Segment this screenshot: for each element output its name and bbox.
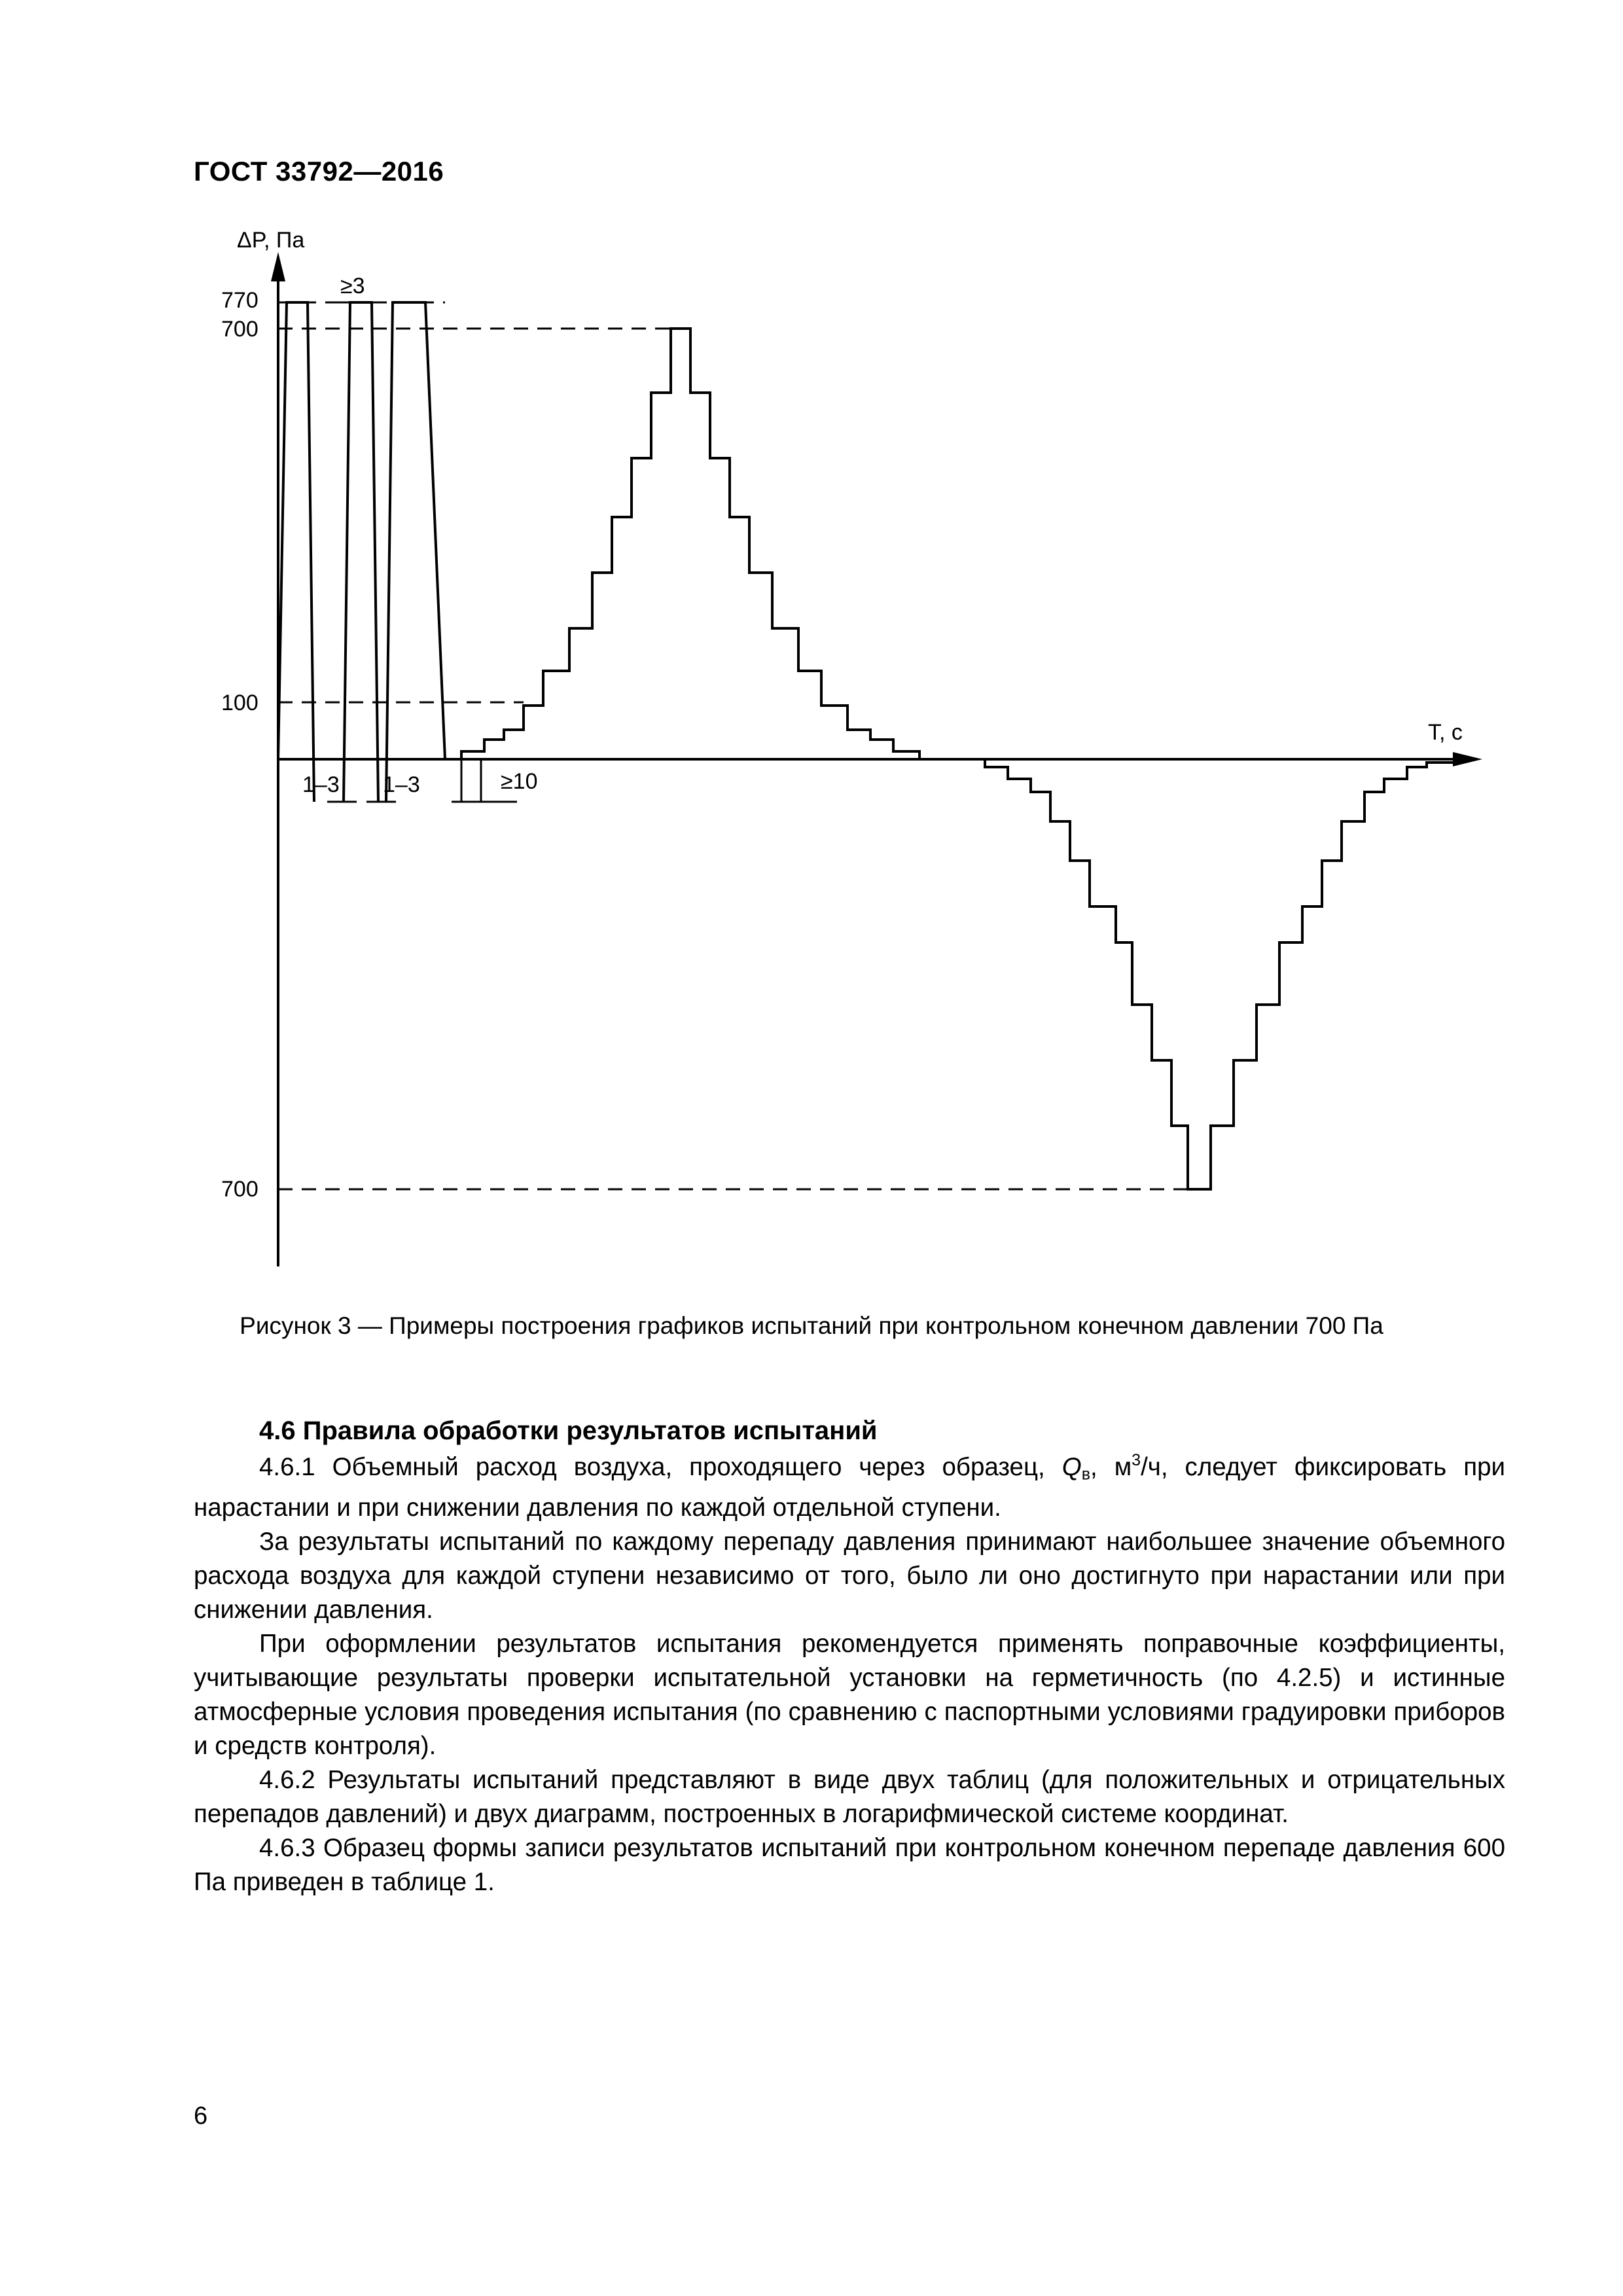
paragraph-4-6-3: 4.6.3 Образец формы записи результатов испытаний при контрольном конечном перепаде давления 600 Па приведен в таблице 1. [194,1834,1505,1897]
section-body [194,1414,1505,1899]
ytick-minus700: 700 [221,1177,259,1202]
annotation-1-3-a: 1–3 [302,772,340,797]
annotation-ge3: ≥3 [340,274,365,298]
annotation-ge10: ≥10 [501,769,538,794]
annotation-1-3-b: 1–3 [383,772,420,797]
ytick-700: 700 [221,317,259,342]
negative-step-curve [985,759,1456,1189]
document-header: ГОСТ 33792—2016 [194,156,444,187]
ytick-770: 770 [221,288,259,313]
y-axis-label: ΔP, Па [237,228,305,253]
paragraph-results: За результаты испытаний по каждому перепаду давления принимают наибольшее значение объемного расхода воздуха для каждой ступени независимо от того, было ли оно достигнуто при нарастании или при снижении давления. [194,1528,1505,1624]
ytick-100: 100 [221,691,259,715]
pre-pulses [278,302,445,802]
page-number: 6 [194,2102,208,2130]
x-axis-label: T, с [1428,720,1463,745]
paragraph-4-6-2: 4.6.2 Результаты испытаний представляют в виде двух таблиц (для положительных и отрицательных перепадов давлений) и двух диаграмм, построенных в логарифмической системе координат. [194,1766,1505,1829]
paragraph-4-6-1: 4.6.1 Объемный расход воздуха, проходящего через образец, $Q_в$, $м^3/ч$, следует фиксировать при нарастании и при снижении давления по каждой отдельной ступени. [194,1451,1505,1522]
figure-caption: Рисунок 3 — Примеры построения графиков испытаний при контрольном конечном давлении 700 Па [240,1312,1383,1339]
paragraph-corrections: При оформлении результатов испытания рекомендуется применять поправочные коэффициенты, учитывающие результаты проверки испытательной установки на герметичность (по 4.2.5) и истинные атмосферные условия проведения испытания (по сравнению с паспортными условиями градуировки приборов и средств контроля). [194,1630,1505,1761]
section-title: 4.6 Правила обработки результатов испытаний [259,1416,878,1445]
positive-step-curve [461,329,919,759]
y-axis-arrow [271,252,285,281]
